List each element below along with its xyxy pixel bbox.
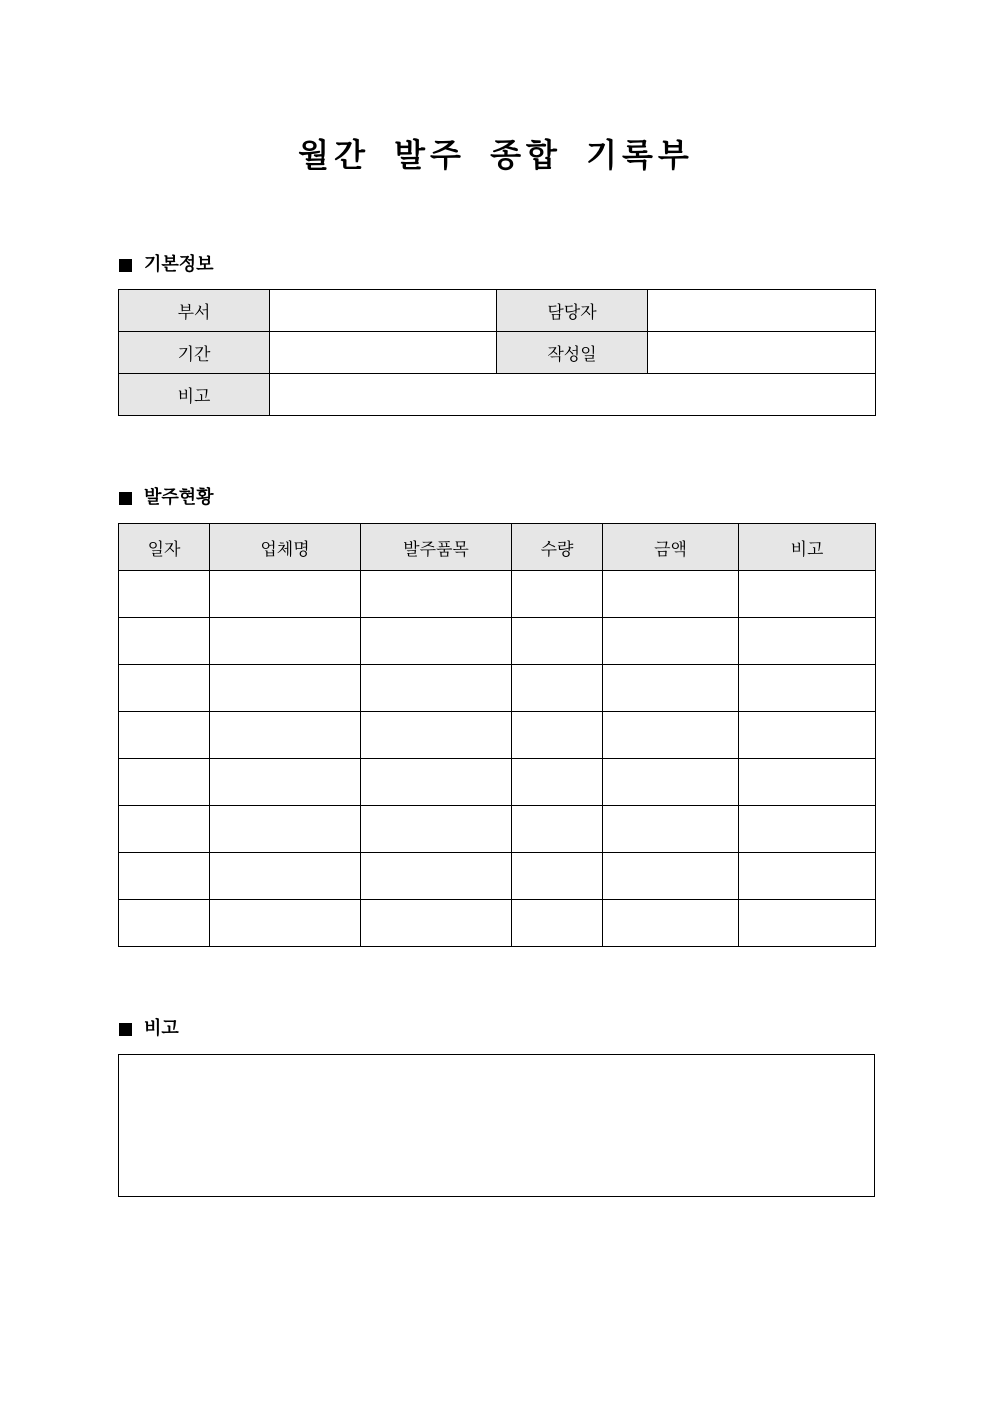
department-label: 부서 xyxy=(119,290,270,332)
remarks-field[interactable] xyxy=(270,374,876,416)
table-row xyxy=(119,712,876,759)
cell-company[interactable] xyxy=(210,712,361,759)
order-status-table xyxy=(118,523,876,947)
table-row xyxy=(119,853,876,900)
cell-item[interactable] xyxy=(361,806,512,853)
table-row xyxy=(119,900,876,947)
cell-remarks[interactable] xyxy=(739,759,876,806)
square-bullet-icon xyxy=(119,492,132,505)
remarks-label: 비고 xyxy=(119,374,270,416)
section-heading-basic-info xyxy=(119,253,214,277)
cell-date[interactable] xyxy=(119,712,210,759)
date-written-field[interactable] xyxy=(648,332,876,374)
cell-remarks[interactable] xyxy=(739,900,876,947)
column-header-item: 발주품목 xyxy=(361,524,512,571)
cell-company[interactable] xyxy=(210,853,361,900)
cell-quantity[interactable] xyxy=(512,665,603,712)
cell-company[interactable] xyxy=(210,759,361,806)
square-bullet-icon xyxy=(119,259,132,272)
cell-item[interactable] xyxy=(361,759,512,806)
notes-field[interactable] xyxy=(118,1054,875,1197)
basic-info-table xyxy=(118,289,876,416)
cell-company[interactable] xyxy=(210,806,361,853)
column-header-quantity: 수량 xyxy=(512,524,603,571)
cell-date[interactable] xyxy=(119,853,210,900)
cell-amount[interactable] xyxy=(603,665,739,712)
cell-remarks[interactable] xyxy=(739,571,876,618)
cell-quantity[interactable] xyxy=(512,900,603,947)
cell-date[interactable] xyxy=(119,618,210,665)
table-row xyxy=(119,290,876,332)
cell-remarks[interactable] xyxy=(739,806,876,853)
date-written-label: 작성일 xyxy=(497,332,648,374)
column-header-company: 업체명 xyxy=(210,524,361,571)
department-field[interactable] xyxy=(270,290,497,332)
cell-amount[interactable] xyxy=(603,853,739,900)
cell-company[interactable] xyxy=(210,665,361,712)
table-row xyxy=(119,665,876,712)
cell-quantity[interactable] xyxy=(512,712,603,759)
cell-remarks[interactable] xyxy=(739,853,876,900)
period-field[interactable] xyxy=(270,332,497,374)
table-row xyxy=(119,374,876,416)
cell-quantity[interactable] xyxy=(512,806,603,853)
table-row xyxy=(119,759,876,806)
cell-quantity[interactable] xyxy=(512,853,603,900)
section-heading-notes xyxy=(119,1017,179,1041)
cell-date[interactable] xyxy=(119,759,210,806)
square-bullet-icon xyxy=(119,1023,132,1036)
cell-company[interactable] xyxy=(210,900,361,947)
cell-item[interactable] xyxy=(361,618,512,665)
column-header-date: 일자 xyxy=(119,524,210,571)
table-row xyxy=(119,806,876,853)
cell-date[interactable] xyxy=(119,571,210,618)
cell-amount[interactable] xyxy=(603,759,739,806)
cell-item[interactable] xyxy=(361,665,512,712)
column-header-amount: 금액 xyxy=(603,524,739,571)
cell-quantity[interactable] xyxy=(512,571,603,618)
cell-date[interactable] xyxy=(119,806,210,853)
page-title: 월간 발주 종합 기록부 xyxy=(298,136,694,174)
cell-amount[interactable] xyxy=(603,712,739,759)
table-row xyxy=(119,571,876,618)
cell-date[interactable] xyxy=(119,665,210,712)
cell-remarks[interactable] xyxy=(739,665,876,712)
cell-item[interactable] xyxy=(361,712,512,759)
table-header-row xyxy=(119,524,876,571)
cell-date[interactable] xyxy=(119,900,210,947)
cell-quantity[interactable] xyxy=(512,759,603,806)
cell-amount[interactable] xyxy=(603,618,739,665)
section-heading-label: 기본정보 xyxy=(144,254,214,275)
cell-amount[interactable] xyxy=(603,571,739,618)
section-heading-order-status xyxy=(119,486,214,510)
table-row xyxy=(119,332,876,374)
cell-company[interactable] xyxy=(210,571,361,618)
cell-item[interactable] xyxy=(361,571,512,618)
column-header-remarks: 비고 xyxy=(739,524,876,571)
cell-amount[interactable] xyxy=(603,806,739,853)
cell-item[interactable] xyxy=(361,853,512,900)
cell-amount[interactable] xyxy=(603,900,739,947)
cell-item[interactable] xyxy=(361,900,512,947)
section-heading-label: 비고 xyxy=(144,1018,179,1039)
cell-company[interactable] xyxy=(210,618,361,665)
manager-field[interactable] xyxy=(648,290,876,332)
table-row xyxy=(119,618,876,665)
section-heading-label: 발주현황 xyxy=(144,487,214,508)
cell-quantity[interactable] xyxy=(512,618,603,665)
period-label: 기간 xyxy=(119,332,270,374)
cell-remarks[interactable] xyxy=(739,618,876,665)
cell-remarks[interactable] xyxy=(739,712,876,759)
manager-label: 담당자 xyxy=(497,290,648,332)
